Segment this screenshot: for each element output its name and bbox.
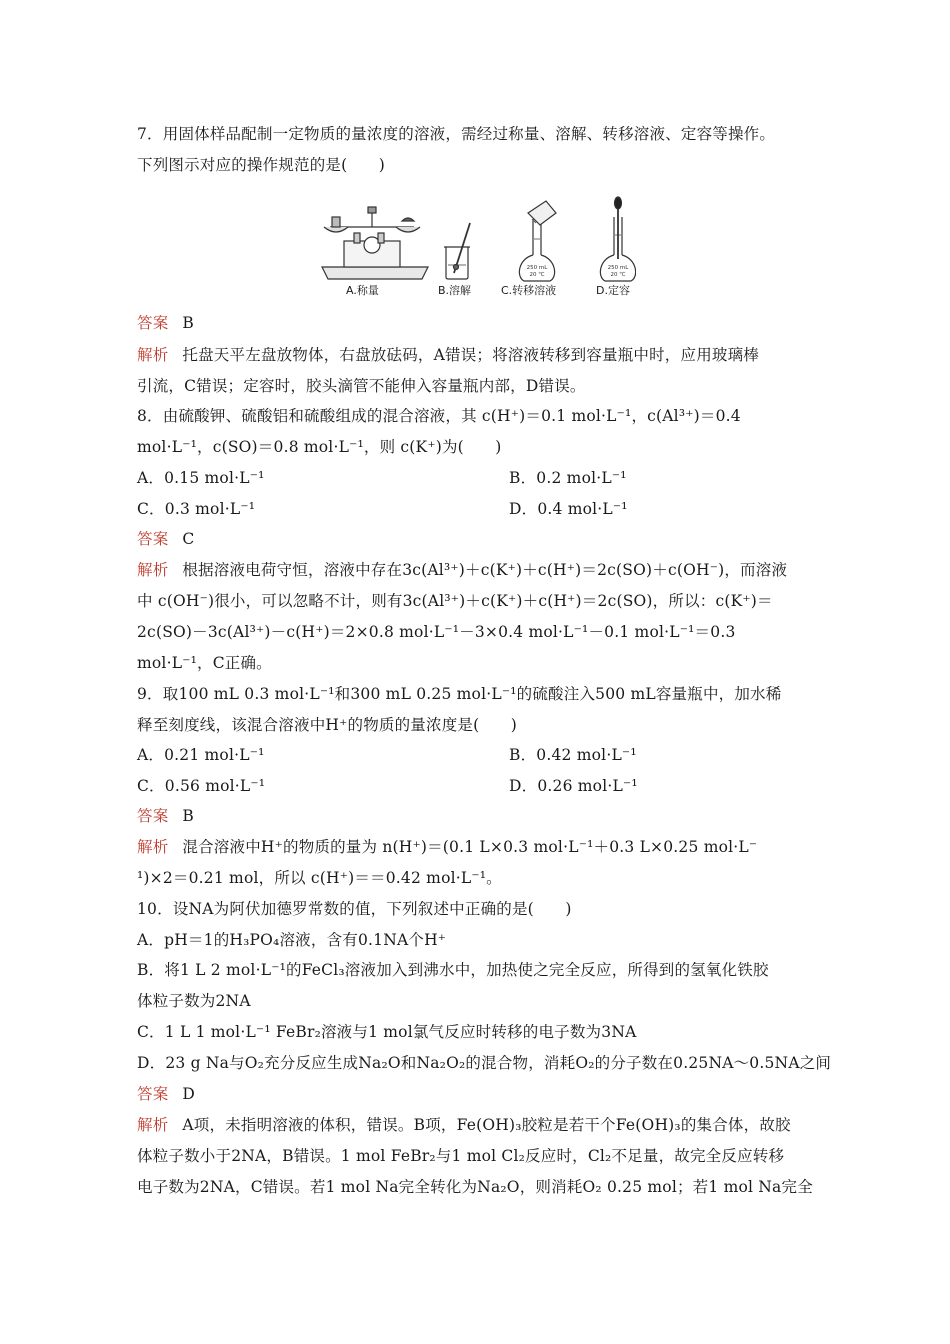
answer-value: B [182, 807, 194, 825]
analysis-tag: 解析 [137, 838, 169, 856]
q10-analysis-line3: 电子数为2NA，C错误。若1 mol Na完全转化为Na₂O，则消耗O₂ 0.25 mol；若1 mol Na完全 [137, 1178, 813, 1196]
analysis-text: 混合溶液中H⁺的物质的量为 n(H⁺)＝(0.1 L×0.3 mol·L⁻¹＋0.3 L×0.25 mol·L⁻ [182, 838, 758, 856]
answer-value: C [182, 530, 195, 548]
flask-c-volume: 250 mL [526, 265, 548, 271]
answer-tag: 答案 [137, 807, 169, 825]
flask-d-volume: 250 mL [607, 265, 629, 271]
figure-label-a: A.称量 [346, 284, 379, 297]
q7-analysis-line1 [137, 345, 759, 365]
q8-option-b: B．0.2 mol·L⁻¹ [509, 469, 627, 487]
analysis-tag: 解析 [137, 346, 169, 364]
q9-analysis-line2: ¹)×2＝0.21 mol，所以 c(H⁺)＝＝0.42 mol·L⁻¹。 [137, 869, 502, 887]
q7-stem-line1: 7．用固体样品配制一定物质的量浓度的溶液，需经过称量、溶解、转移溶液、定容等操作。 [137, 125, 776, 143]
q9-stem-line2: 释至刻度线，该混合溶液中H⁺的物质的量浓度是( ) [137, 716, 517, 734]
q9-stem-line1: 9．取100 mL 0.3 mol·L⁻¹和300 mL 0.25 mol·L⁻¹的硫酸注入500 mL容量瓶中，加水稀 [137, 685, 782, 703]
q10-stem: 10．设NA为阿伏加德罗常数的值，下列叙述中正确的是( ) [137, 900, 572, 918]
q8-option-d: D．0.4 mol·L⁻¹ [509, 500, 628, 518]
q8-analysis-line3: 2c(SO)－3c(Al³⁺)－c(H⁺)＝2×0.8 mol·L⁻¹－3×0.4 mol·L⁻¹－0.1 mol·L⁻¹＝0.3 [137, 623, 736, 641]
q10-option-a: A．pH＝1的H₃PO₄溶液，含有0.1NA个H⁺ [137, 931, 447, 949]
q9-analysis-line1 [137, 837, 757, 857]
q8-analysis-line4: mol·L⁻¹，C正确。 [137, 654, 272, 672]
q8-stem-line2: mol·L⁻¹，c(SO)＝0.8 mol·L⁻¹，则 c(K⁺)为( ) [137, 438, 502, 456]
answer-tag: 答案 [137, 314, 169, 332]
q8-stem-line1: 8．由硫酸钾、硫酸铝和硫酸组成的混合溶液，其 c(H⁺)＝0.1 mol·L⁻¹，c(Al³⁺)＝0.4 [137, 407, 741, 425]
analysis-text: 托盘天平左盘放物体，右盘放砝码，A错误；将溶液转移到容量瓶中时，应用玻璃棒 [182, 346, 760, 364]
answer-value: B [182, 314, 194, 332]
analysis-text: 根据溶液电荷守恒，溶液中存在3c(Al³⁺)＋c(K⁺)＋c(H⁺)＝2c(SO)＋c(OH⁻)，而溶液 [182, 561, 788, 579]
balance-icon [322, 207, 428, 279]
q10-option-b-line1: B．将1 L 2 mol·L⁻¹的FeCl₃溶液加入到沸水中，加热使之完全反应，所得到的氢氧化铁胶 [137, 961, 769, 979]
q10-option-b-line2: 体粒子数为2NA [137, 992, 251, 1010]
answer-value: D [182, 1085, 196, 1103]
q10-analysis-line2: 体粒子数小于2NA，B错误。1 mol FeBr₂与1 mol Cl₂反应时，Cl₂不足量，故完全反应转移 [137, 1147, 785, 1165]
flask-d-temp: 20 ℃ [610, 272, 626, 278]
q10-analysis-line1 [137, 1115, 791, 1135]
analysis-text: A项，未指明溶液的体积，错误。B项，Fe(OH)₃胶粒是若干个Fe(OH)₃的集合体，故胶 [182, 1116, 791, 1134]
figure-label-c: C.转移溶液 [501, 284, 557, 297]
answer-tag: 答案 [137, 530, 169, 548]
q7-stem-line2: 下列图示对应的操作规范的是( ) [137, 156, 385, 174]
q9-option-c: C．0.56 mol·L⁻¹ [137, 777, 266, 795]
q10-option-c: C．1 L 1 mol·L⁻¹ FeBr₂溶液与1 mol氯气反应时转移的电子数为3NA [137, 1023, 637, 1041]
q8-option-a: A．0.15 mol·L⁻¹ [137, 469, 265, 487]
q8-analysis-line1 [137, 560, 787, 580]
q9-option-b: B．0.42 mol·L⁻¹ [509, 746, 637, 764]
q9-option-d: D．0.26 mol·L⁻¹ [509, 777, 638, 795]
q7-analysis-line2: 引流，C错误；定容时，胶头滴管不能伸入容量瓶内部，D错误。 [137, 377, 586, 395]
flask-c-temp: 20 ℃ [529, 272, 545, 278]
q8-analysis-line2: 中 c(OH⁻)很小，可以忽略不计，则有3c(Al³⁺)＋c(K⁺)＋c(H⁺)＝2c(SO)，所以：c(K⁺)＝ [137, 592, 773, 610]
figure-label-d: D.定容 [596, 284, 630, 297]
q8-option-c: C．0.3 mol·L⁻¹ [137, 500, 256, 518]
answer-tag: 答案 [137, 1085, 169, 1103]
analysis-tag: 解析 [137, 561, 169, 579]
analysis-tag: 解析 [137, 1116, 169, 1134]
q9-option-a: A．0.21 mol·L⁻¹ [137, 746, 265, 764]
q10-option-d: D．23 g Na与O₂充分反应生成Na₂O和Na₂O₂的混合物，消耗O₂的分子数在0.25NA～0.5NA之间 [137, 1054, 832, 1072]
q7-answer [137, 313, 194, 333]
beaker-icon [444, 223, 470, 279]
q9-answer [137, 806, 194, 826]
figure-label-b: B.溶解 [438, 284, 472, 297]
q8-answer [137, 529, 194, 549]
q10-answer [137, 1084, 195, 1104]
